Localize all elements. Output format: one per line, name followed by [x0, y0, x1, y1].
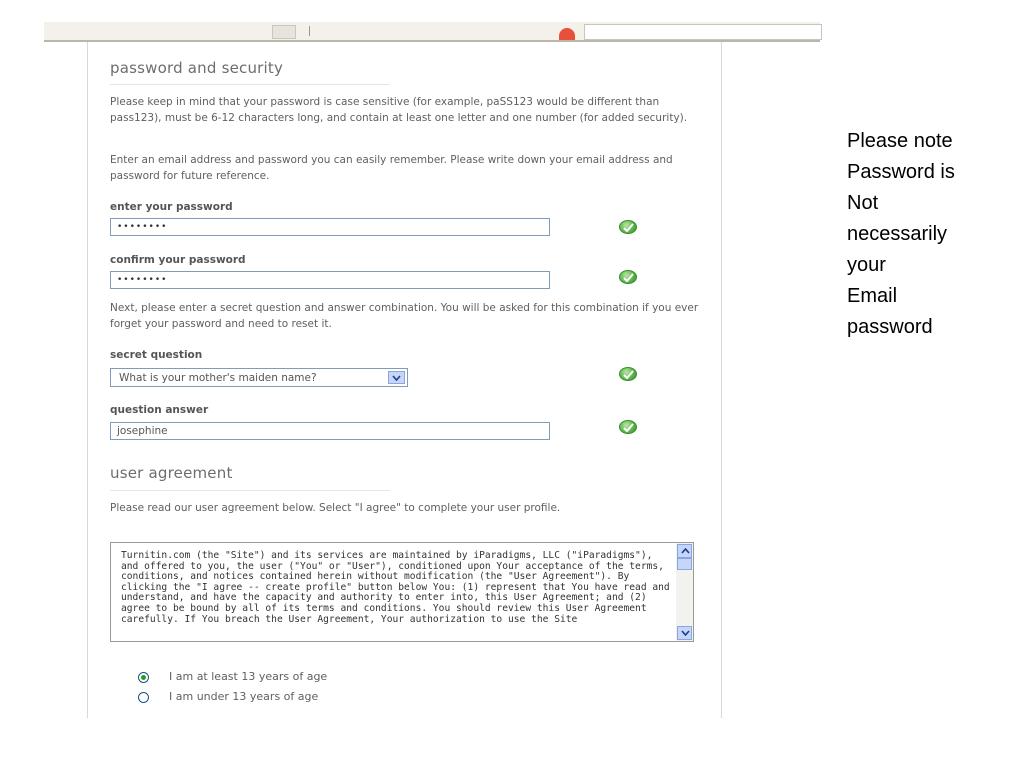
- registration-form-panel: [87, 42, 722, 718]
- question-answer-label: question answer: [110, 404, 209, 416]
- check-circle-icon: [619, 420, 637, 434]
- chevron-up-icon[interactable]: [677, 544, 692, 558]
- note-line: Email: [847, 285, 898, 307]
- agreement-scrollbar[interactable]: [676, 543, 693, 641]
- section-divider: [110, 490, 390, 491]
- question-answer-input[interactable]: josephine: [110, 422, 550, 440]
- check-circle-icon: [619, 220, 637, 234]
- password-input[interactable]: ••••••••: [110, 218, 550, 236]
- browser-toolbar: [44, 22, 820, 42]
- user-agreement-text: Turnitin.com (the "Site") and its services are maintained by iParadigms, LLC ("iParadigms"), and offered to you, the user ("You" or "User"), conditioned upon Your acceptance of the terms, conditions, and notices contained herein without modification (the "User Agreement"). By clicking the "I agree -- create profile" button below You: (1) represent that You have read and understand, and have the capacity and authority to enter into, this User Agreement; and (2) agree to be bound by all of its terms and conditions. You should review this User Agreement carefully. If You breach the User Agreement, Your authorization to use the Site: [121, 550, 676, 625]
- check-circle-icon: [619, 367, 637, 381]
- toolbar-dropdown[interactable]: [272, 25, 296, 39]
- confirm-password-input[interactable]: ••••••••: [110, 271, 550, 289]
- secret-question-select[interactable]: [110, 368, 408, 387]
- note-line: password: [847, 316, 933, 338]
- user-agreement-intro: Please read our user agreement below. Select "I agree" to complete your user profile.: [110, 502, 561, 514]
- chevron-down-icon[interactable]: [388, 371, 405, 384]
- note-line: your: [847, 254, 886, 276]
- section-divider: [110, 84, 390, 85]
- chevron-down-icon[interactable]: [677, 626, 692, 640]
- radio-unselected[interactable]: [138, 692, 149, 703]
- password-section-title: password and security: [110, 59, 284, 77]
- user-agreement-title: user agreement: [110, 464, 233, 482]
- note-line: Please note: [847, 130, 953, 152]
- note-line: Not: [847, 192, 879, 214]
- secret-question-intro: Next, please enter a secret question and answer combination. You will be asked for this combination if you ever forget your password and need to reset it.: [110, 302, 699, 330]
- password-rules-text: Please keep in mind that your password is case sensitive (for example, paSS123 would be different than pass123), must be 6-12 characters long, and contain at least one letter and one number (for added security).: [110, 96, 688, 124]
- confirm-password-label: confirm your password: [110, 254, 246, 266]
- secret-question-label: secret question: [110, 349, 203, 361]
- toolbar-search-field[interactable]: [584, 24, 822, 40]
- note-line: Password is: [847, 161, 955, 183]
- age-option-label: I am at least 13 years of age: [169, 670, 328, 683]
- toolbar-red-icon[interactable]: [559, 28, 575, 40]
- user-agreement-textarea[interactable]: [110, 542, 694, 642]
- scrollbar-thumb[interactable]: [677, 558, 692, 570]
- radio-selected[interactable]: [138, 672, 149, 683]
- toolbar-separator: [309, 26, 318, 36]
- password-remember-text: Enter an email address and password you can easily remember. Please write down your email address and password for future reference.: [110, 154, 673, 182]
- check-circle-icon: [619, 270, 637, 284]
- age-option-label: I am under 13 years of age: [169, 690, 319, 703]
- password-label: enter your password: [110, 201, 233, 213]
- note-line: necessarily: [847, 223, 948, 245]
- secret-question-selected: What is your mother's maiden name?: [119, 372, 317, 384]
- password-note: [847, 126, 1017, 343]
